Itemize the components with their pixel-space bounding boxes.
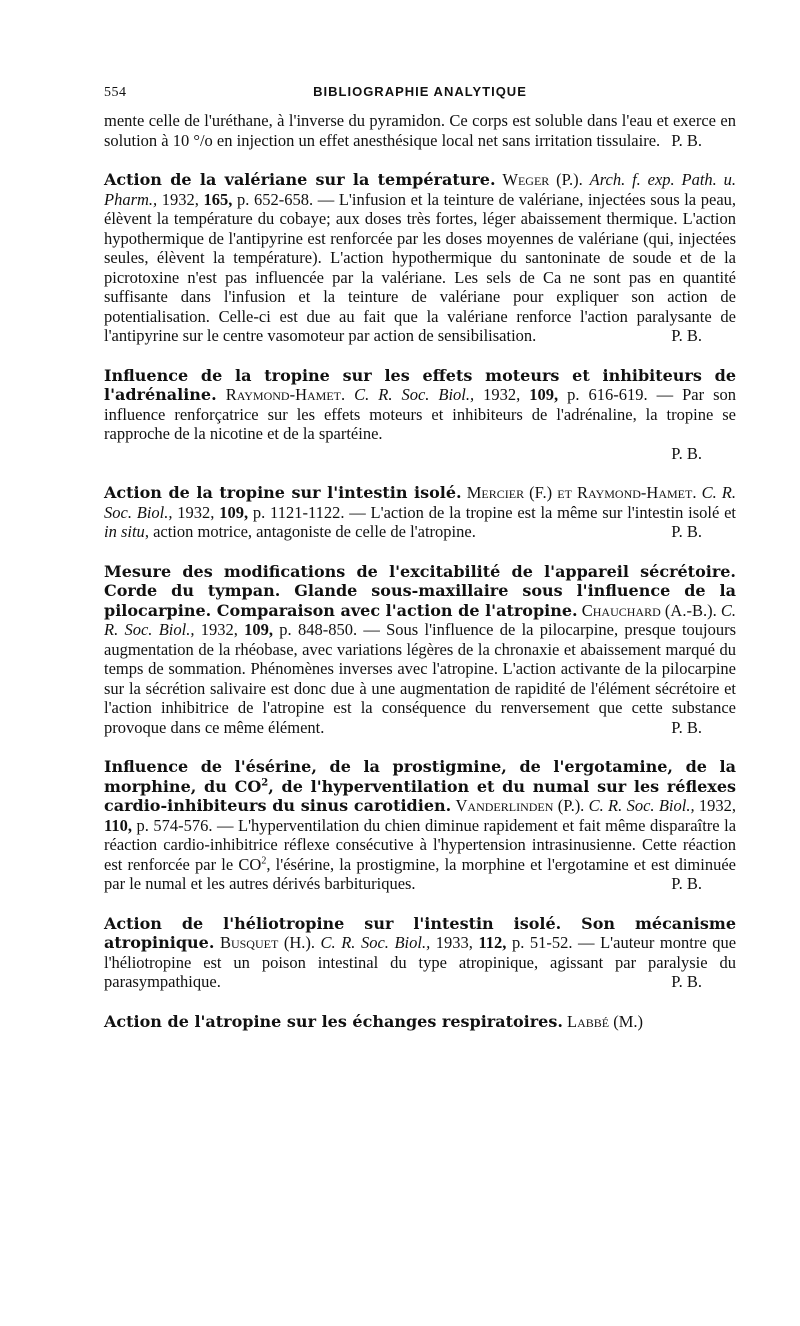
- bibliography-entry: [104, 914, 736, 992]
- entry-volume: 109,: [244, 620, 274, 639]
- entry-volume: 110,: [104, 815, 132, 835]
- entry-body: — L'infusion et la teinture de valériane, injectées sous la peau, élèvent la température du cobaye; aux doses très fortes, léger abaissement thermique. L'action hypothermique de l'antipyrine est renforcée par les doses moyennes de valériane (qui, injectées seules, élèvent la température). L'action hypothermique du santoninate de soude et de la picrotoxine n'est pas influencée par la valériane. Les sels de Ca ne sont pas en quantité suffisante dans l'infusion et la teinture de valériane pour expliquer son action de potentialisation. Celle-ci est due au fait que la valériane renforce l'action paralysante de l'antipyrine sur le centre vasomoteur par action de sensibilisation.: [104, 189, 737, 345]
- entry-body-superscript: 2: [261, 855, 267, 866]
- entry-author: Raymond-Hamet.: [225, 385, 346, 404]
- entry-journal: C. R. Soc. Biol.,: [354, 385, 475, 404]
- entry-year: 1932,: [200, 620, 238, 639]
- entry-volume: 112,: [478, 933, 507, 952]
- entry-volume: 109,: [219, 502, 249, 522]
- entry-author: Weger (P.).: [502, 170, 583, 189]
- page-number: 554: [104, 85, 127, 100]
- signature: P. B.: [671, 972, 702, 991]
- bibliography-entry: [104, 757, 736, 894]
- continuation-paragraph: [104, 111, 736, 150]
- entry-author: Labbé (M.): [567, 1011, 644, 1031]
- running-title: BIBLIOGRAPHIE ANALYTIQUE: [313, 84, 527, 99]
- entry-title: Mesure des modifications de l'excitabilité de l'appareil sécrétoire. Corde du tympan. Glande sous-maxillaire sous l'influence de la pilocarpine. Comparaison avec l'action de l'atropine.: [104, 561, 736, 620]
- entry-body-end: , action motrice, antagoniste de celle de l'atropine.: [144, 522, 476, 541]
- entry-author: Busquet (H.).: [219, 933, 315, 952]
- entry-title-superscript: 2: [261, 777, 269, 789]
- entry-body: — L'hyperventilation du chien diminue rapidement et fait même disparaître la réaction cardio-inhibitrice réflexe consécutive à l'hypertension intrasinusienne. Cette réaction est renforcée par le CO: [104, 815, 737, 874]
- entry-body: — Sous l'influence de la pilocarpine, presque toujours augmentation de la rhéobase, avec variations légères de la chronaxie et abaissement marqué du temps de sommation. Phénomènes inverses avec l'atropine. L'action activante de la pilocarpine sur la sécrétion salivaire est donc due à une augmentation de rapidité de l'élément sécrétoire et l'action inhibitrice de l'atropine est la conséquence du renversement que cette substance provoque dans ce même élément.: [104, 620, 737, 737]
- continuation-text: mente celle de l'uréthane, à l'inverse du pyramidon. Ce corps est soluble dans l'eau et exerce en solution à 10 °/o en injection un effet anesthésique local net sans irritation tissulaire.: [104, 111, 736, 150]
- entry-pages: p. 616-619.: [567, 385, 648, 404]
- bibliography-entry: [104, 1012, 736, 1032]
- entry-title: Action de la valériane sur la température.: [104, 170, 496, 189]
- entry-pages: p. 1121-1122.: [252, 502, 345, 522]
- entry-title-end: , de l'hyperventilation et du numal sur les réflexes cardio-inhibiteurs du sinus carotidien.: [104, 776, 736, 815]
- entry-journal: C. R. Soc. Biol.,: [320, 933, 431, 952]
- entry-journal: C. R. Soc. Biol.,: [104, 483, 736, 522]
- signature: P. B.: [671, 874, 702, 893]
- entry-author: Mercier (F.) et Raymond-Hamet.: [466, 483, 697, 502]
- entry-body: — Par son influence renforçatrice sur les effets moteurs et inhibiteurs de l'adrénaline, la tropine se rapproche de la nicotine et de la spartéine.: [104, 385, 737, 443]
- entry-journal: C. R. Soc. Biol.,: [104, 600, 736, 639]
- entry-title: Action de l'héliotropine sur l'intestin isolé. Son mécanisme atropinique.: [104, 913, 736, 952]
- entry-year: 1933,: [435, 933, 473, 952]
- signature: P. B.: [671, 717, 702, 737]
- entry-author: Chauchard (A.-B.).: [581, 600, 717, 620]
- signature: P. B.: [671, 443, 702, 463]
- entry-body: — L'action de la tropine est la même sur l'intestin isolé et: [349, 502, 737, 522]
- entry-pages: p. 574-576.: [136, 815, 213, 835]
- entry-body-end: , l'ésérine, la prostigmine, la morphine et l'ergotamine et est diminuée par le numal et les autres dérivés barbituriques.: [104, 854, 736, 893]
- entry-year: 1932,: [161, 189, 199, 209]
- entry-journal: Arch. f. exp. Path. u. Pharm.,: [104, 170, 737, 209]
- bibliography-entry: [104, 366, 736, 464]
- page-header: [104, 84, 736, 101]
- signature: P. B.: [671, 326, 702, 345]
- signature: P. B.: [671, 522, 702, 541]
- entry-pages: p. 848-850.: [279, 620, 358, 639]
- entry-pages: p. 652-658.: [237, 189, 314, 209]
- entry-journal: C. R. Soc. Biol.,: [588, 796, 695, 815]
- entry-volume: 165,: [203, 189, 233, 209]
- bibliography-entry: [104, 483, 736, 542]
- entry-year: 1932,: [483, 385, 521, 404]
- bibliography-entry: [104, 170, 736, 346]
- entry-title: Influence de l'ésérine, de la prostigmine, de l'ergotamine, de la morphine, du CO: [104, 757, 736, 796]
- signature: P. B.: [671, 130, 702, 150]
- entry-body: — L'auteur montre que l'héliotropine est un poison intestinal du type atropinique, agissant par paralysie du parasympathique.: [104, 933, 737, 991]
- entry-title: Action de l'atropine sur les échanges respiratoires.: [104, 1011, 563, 1031]
- entry-title: Action de la tropine sur l'intestin isolé.: [104, 483, 462, 502]
- bibliography-entry: [104, 562, 736, 738]
- entry-year: 1932,: [698, 796, 737, 815]
- entry-body-italic: in situ: [104, 522, 145, 541]
- entry-author: Vanderlinden (P.).: [455, 796, 585, 815]
- entry-year: 1932,: [177, 502, 215, 522]
- entry-pages: p. 51-52.: [511, 933, 573, 952]
- entry-volume: 109,: [529, 385, 559, 404]
- entry-title: Influence de la tropine sur les effets moteurs et inhibiteurs de l'adrénaline.: [104, 365, 736, 404]
